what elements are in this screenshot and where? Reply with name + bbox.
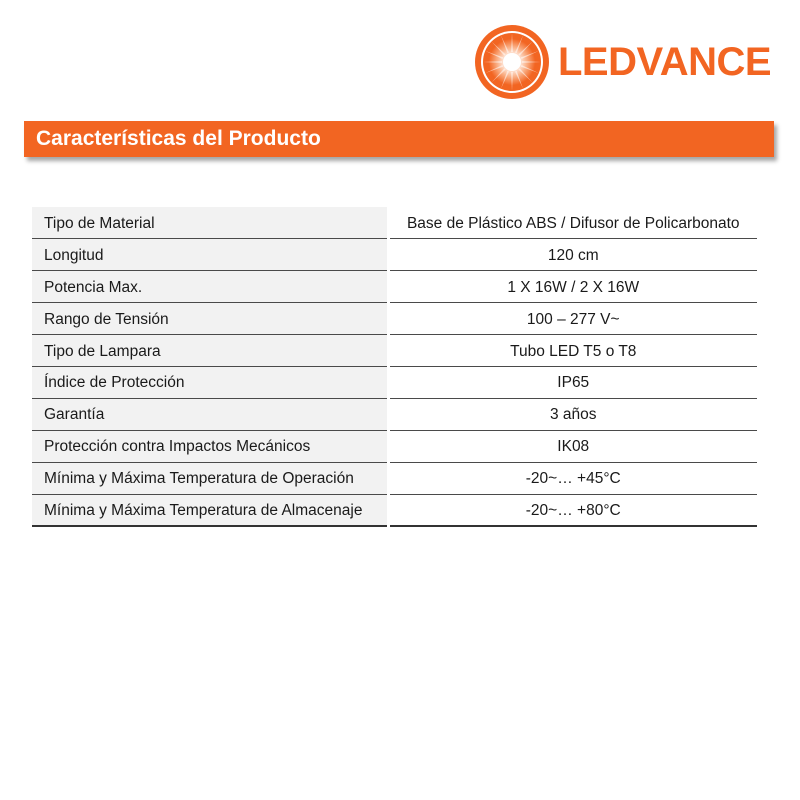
spec-label: Tipo de Material: [32, 207, 388, 239]
spec-row: [32, 303, 757, 335]
spec-value: Base de Plástico ABS / Difusor de Policarbonato: [388, 207, 757, 239]
spec-label: Índice de Protección: [32, 366, 388, 398]
spec-row: [32, 494, 757, 526]
spec-label: Rango de Tensión: [32, 303, 388, 335]
spec-row: [32, 271, 757, 303]
spec-value: 1 X 16W / 2 X 16W: [388, 271, 757, 303]
spec-row: [32, 335, 757, 367]
spec-value: 3 años: [388, 398, 757, 430]
spec-table: [32, 207, 757, 527]
brand-wordmark: LEDVANCE: [558, 40, 772, 84]
spec-label: Mínima y Máxima Temperatura de Almacenaje: [32, 494, 388, 526]
spec-value: -20~… +80°C: [388, 494, 757, 526]
spec-label: Potencia Max.: [32, 271, 388, 303]
spec-row: [32, 366, 757, 398]
spec-row: [32, 398, 757, 430]
spec-value: -20~… +45°C: [388, 462, 757, 494]
spec-label: Protección contra Impactos Mecánicos: [32, 430, 388, 462]
brand-logo: [474, 24, 778, 100]
spec-label: Garantía: [32, 398, 388, 430]
section-header-bar: [24, 121, 774, 157]
section-title: Características del Producto: [36, 127, 321, 150]
spec-label: Tipo de Lampara: [32, 335, 388, 367]
spec-row: [32, 207, 757, 239]
spec-row: [32, 462, 757, 494]
spec-value: Tubo LED T5 o T8: [388, 335, 757, 367]
spec-value: IP65: [388, 366, 757, 398]
spec-value: 120 cm: [388, 239, 757, 271]
spec-label: Mínima y Máxima Temperatura de Operación: [32, 462, 388, 494]
ledvance-sunburst-icon: [474, 24, 550, 100]
spec-value: IK08: [388, 430, 757, 462]
spec-row: [32, 430, 757, 462]
spec-value: 100 – 277 V~: [388, 303, 757, 335]
spec-label: Longitud: [32, 239, 388, 271]
spec-row: [32, 239, 757, 271]
